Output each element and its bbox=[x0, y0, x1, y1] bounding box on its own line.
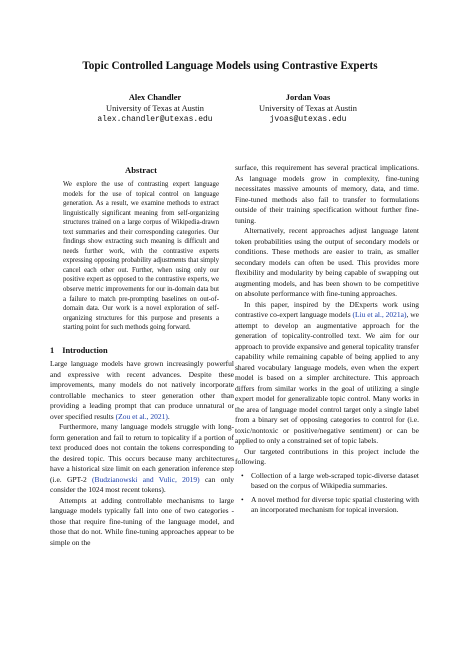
abstract-text: We explore the use of contrasting expert language models for the use of topical control on language generation. As a result, we examine methods to extract linguistically significant meaning from self-organizing structures trained on a large corpus of Wikipedia-drawn text summaries and their corresponding categories. Our findings show extracting such meaning is difficult and needs further work, with the contrastive experts expressing opposing probability adjustments that simply cancel each other out. Further, when using only our positive expert as opposed to the contrastive experts, we observe metric improvements for our in-domain data but a failure to match pre-prompting baselines on out-of-domain data. Our work is a novel exploration of self-organizing structures for this purpose and presents a starting point for such methods going forward. bbox=[63, 181, 219, 332]
paragraph: surface, this requirement has several practical implications. As language models grow in complexity, fine-tuning necessitates massive amounts of memory, data, and time. Fine-tuned methods also fail to transfer to formulations outside of their training specification without further fine-tuning. bbox=[235, 163, 419, 225]
section-heading-introduction bbox=[50, 346, 234, 355]
paragraph bbox=[50, 359, 234, 422]
paper-title: Topic Controlled Language Models using Contrastive Experts bbox=[82, 60, 378, 72]
paragraph: Alternatively, recent approaches adjust language latent token probabilities using the output of secondary models or conditions. These methods are easier to train, as smaller secondary models can often be used. This provides more flexibility and modularity by being capable of swapping out augmenting models, and has been shown to be competitive on absolute performance with fine-tuning approaches. bbox=[235, 226, 419, 298]
paragraph-text: Large language models have grown increasingly powerful and expressive with recent advances. Despite these improvements, many models do not natively incorporate controllable mechanics to steer generation other than providing a leading prompt that can produce unnatural or over specified results bbox=[50, 359, 234, 421]
author-name: Alex Chandler bbox=[128, 93, 182, 102]
paragraph-text: In this paper, inspired by the DExperts work using contrastive co-expert language models bbox=[235, 299, 419, 319]
bullet-icon: • bbox=[241, 494, 244, 504]
right-column-body bbox=[235, 163, 419, 519]
paragraph bbox=[235, 300, 419, 447]
paragraph: Our targeted contributions in this project include the following. bbox=[235, 446, 419, 466]
citation-link[interactable]: (Budzianowski and Vulic, 2019) bbox=[92, 474, 200, 484]
citation-link[interactable]: (Liu et al., 2021a) bbox=[352, 310, 407, 319]
paragraph-text: , we attempt to develop an augmentative approach for the generation of topicality-controlled text. We aim for our approach to provide expansive and general topicality transfer capability while remaining capable of being applied to any shared vocabulary language models, even when the expert model is based on a simpler architecture. This approach differs from similar works in the goal of utilizing a single expert model for generalizable topic control. Many works in the area of language model control target only a single label from a binary set of opposing categories to control for (i.e. toxic/nontoxic or positive/negative sentiment) or can be applied to only a constrained set of topic labels. bbox=[235, 310, 419, 445]
author-name: Jordan Voas bbox=[285, 93, 331, 102]
list-item-text: A novel method for diverse topic spatial clustering with an incorporated mechanism for topical inversion. bbox=[251, 494, 419, 514]
bullet-icon: • bbox=[241, 470, 244, 480]
author-email[interactable]: jvoas@utexas.edu bbox=[269, 115, 347, 125]
section-title: Introduction bbox=[62, 346, 108, 355]
paragraph-text: can only consider the 1024 most recent tokens). bbox=[50, 474, 234, 494]
author-affiliation: University of Texas at Austin bbox=[259, 104, 357, 114]
paragraph bbox=[50, 422, 234, 496]
list-item bbox=[235, 471, 419, 492]
abstract-heading: Abstract bbox=[125, 165, 157, 175]
author-affiliation: University of Texas at Austin bbox=[106, 104, 204, 114]
left-column-body bbox=[50, 359, 234, 548]
section-number: 1 bbox=[50, 346, 55, 355]
contribution-list bbox=[235, 471, 419, 516]
author-block-2 bbox=[213, 92, 403, 126]
paragraph-text: . bbox=[167, 411, 170, 421]
list-item bbox=[235, 495, 419, 516]
citation-link[interactable]: (Zou et al., 2021) bbox=[115, 411, 168, 421]
paragraph: Attempts at adding controllable mechanisms to large language models typically fall into one of two categories - those that require fine-tuning of the language model, and those that do not. While fine-tuning approaches appear to be simple on the bbox=[50, 495, 234, 547]
list-item-text: Collection of a large web-scraped topic-diverse dataset based on the corpus of Wikipedia summaries. bbox=[251, 470, 419, 490]
author-email[interactable]: alex.chandler@utexas.edu bbox=[97, 115, 213, 125]
paragraph-text: Furthermore, many language models struggle with long-form generation and fail to return to topicality if a portion of text produced does not contain the tokens corresponding to the desired topic. This occurs because many architectures have a historical size limit on each generation inference step (i.e. GPT-2 bbox=[50, 422, 234, 484]
